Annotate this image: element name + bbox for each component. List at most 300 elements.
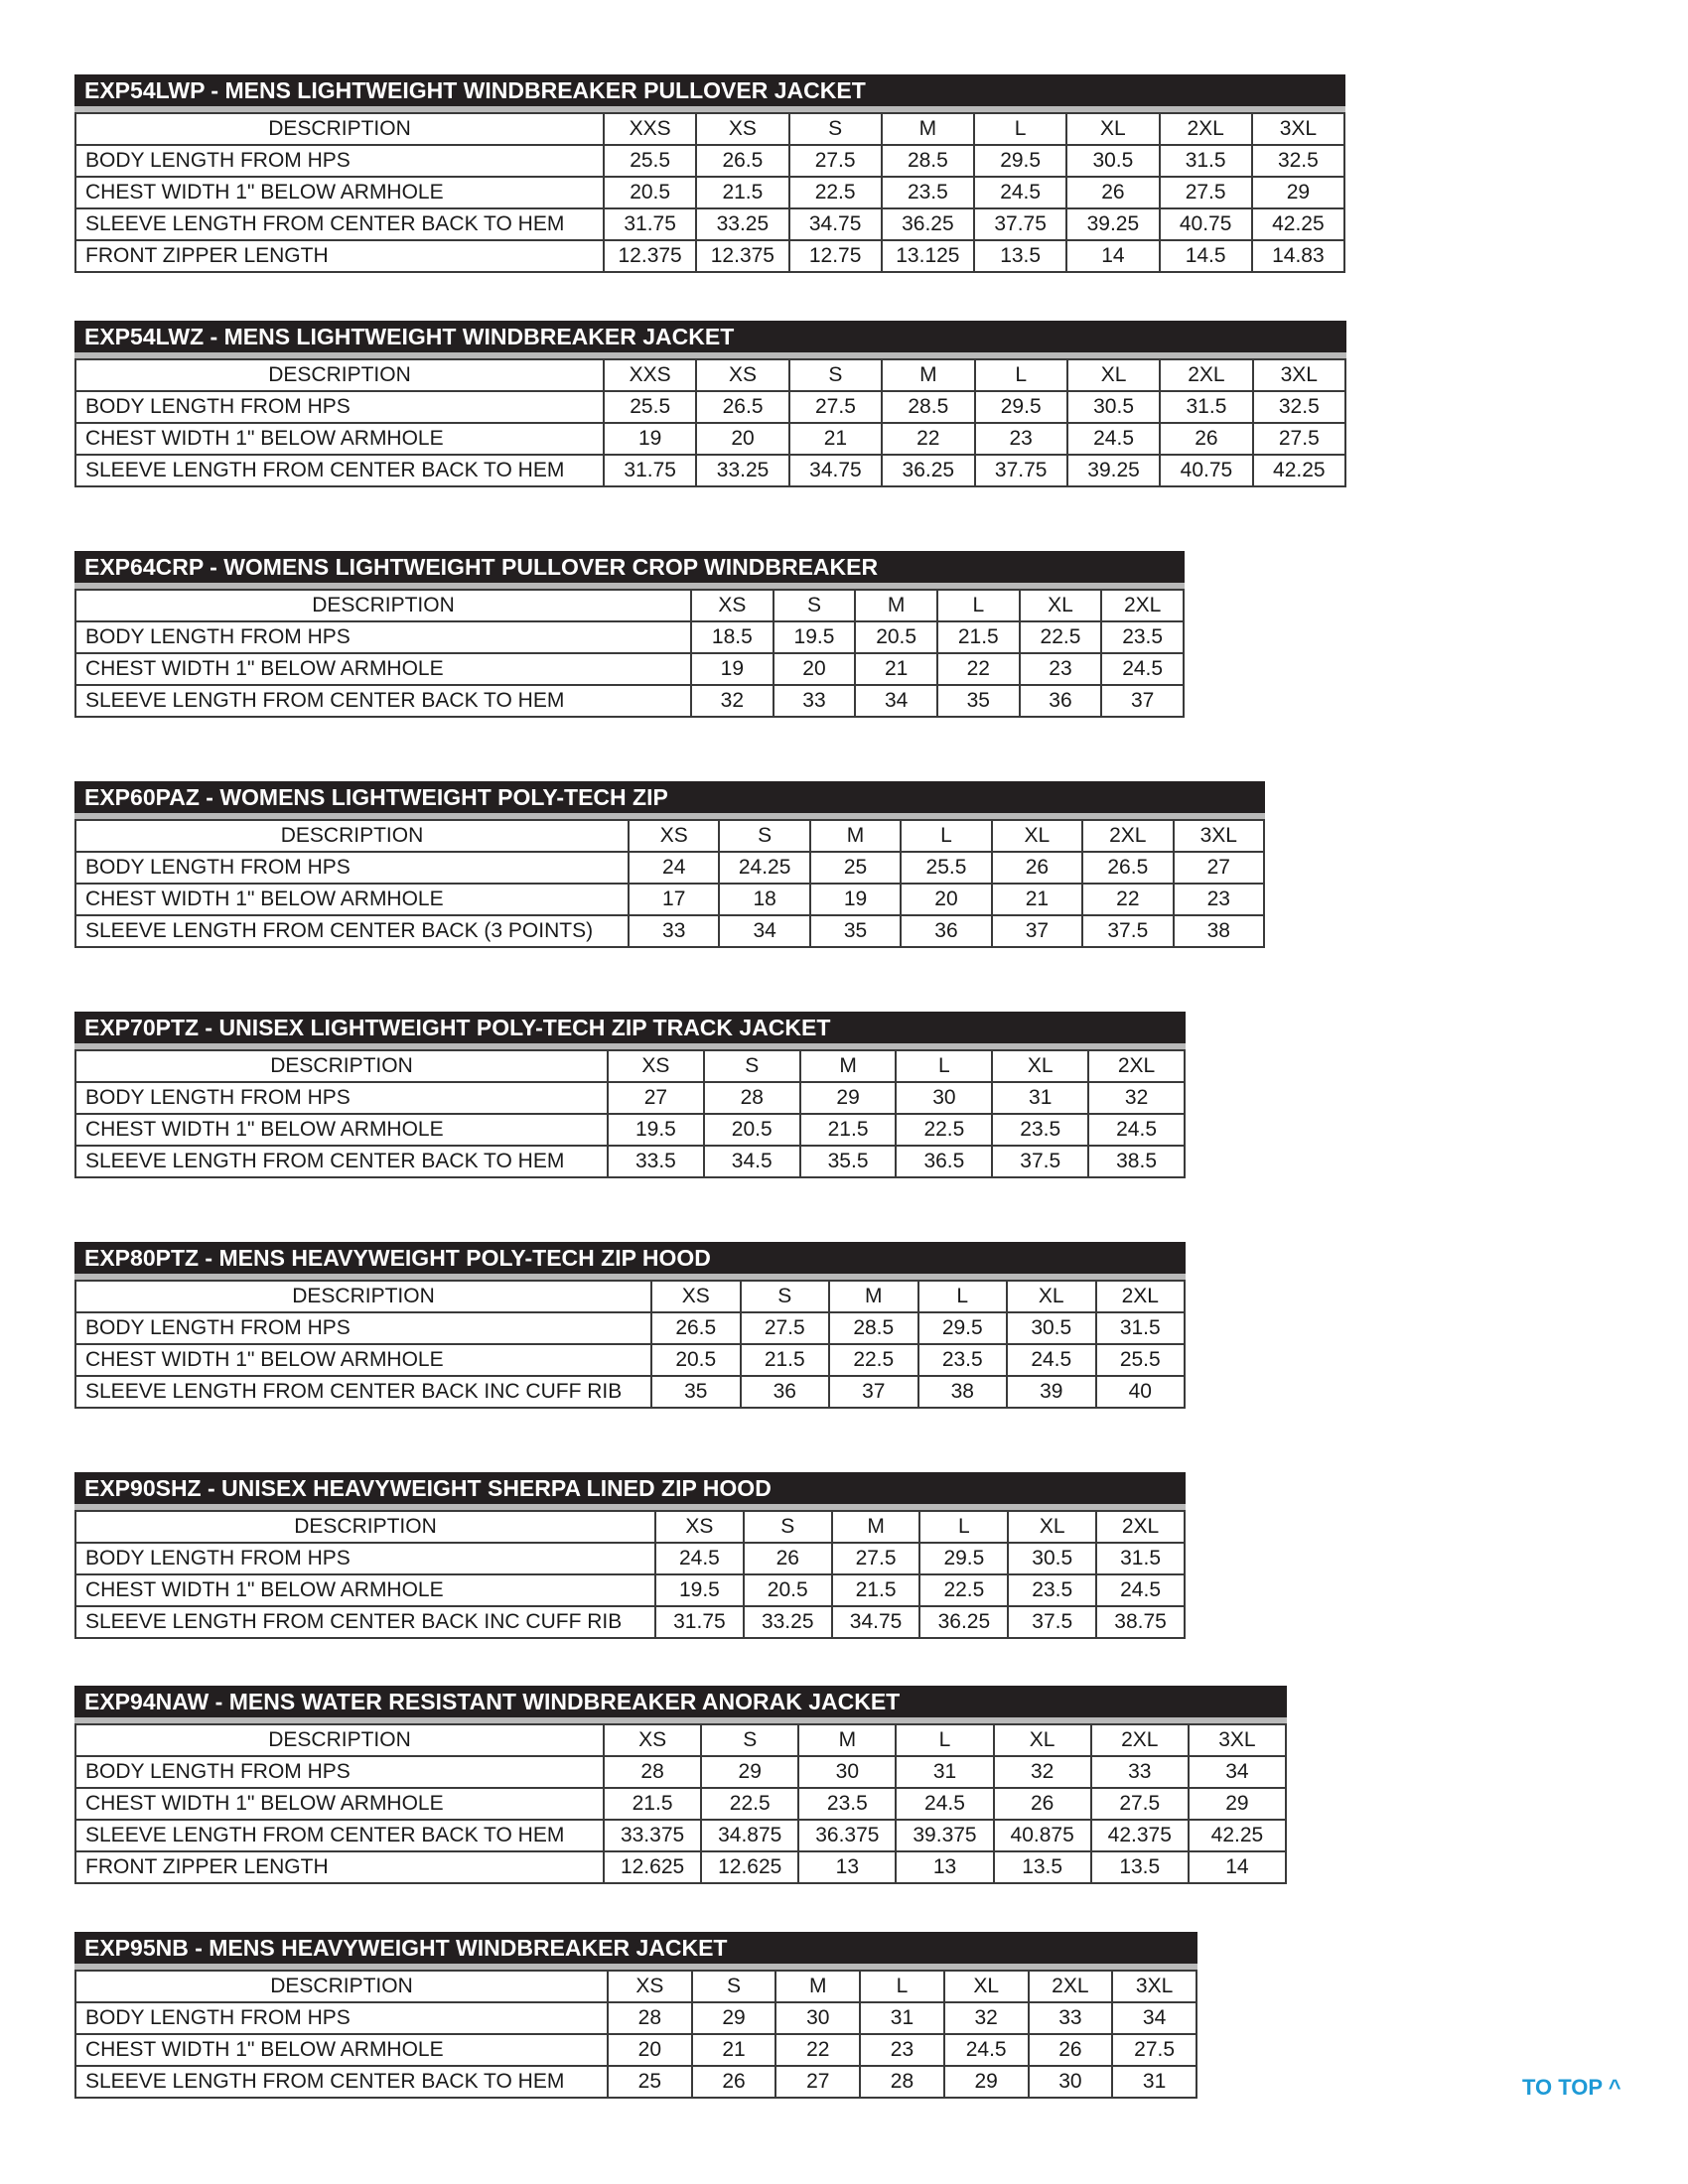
value-cell: 27.5 [789,391,882,423]
description-header: DESCRIPTION [75,1281,651,1312]
size-header-cell: XL [992,820,1082,852]
value-cell: 24.5 [896,1788,993,1820]
value-cell: 32.5 [1253,391,1345,423]
value-cell: 21 [855,653,937,685]
value-cell: 21 [789,423,882,455]
value-cell: 28 [608,2002,692,2034]
size-header-cell: XXS [604,113,696,145]
size-table-grid [74,1049,1186,1178]
value-cell: 30 [1029,2066,1113,2098]
value-cell: 25.5 [901,852,991,884]
size-header-cell: M [855,590,937,621]
value-cell: 29.5 [975,391,1067,423]
value-cell: 27 [775,2066,860,2098]
size-header-cell: XL [994,1724,1091,1756]
size-table [74,74,1345,273]
row-label: CHEST WIDTH 1" BELOW ARMHOLE [75,884,629,915]
row-label: SLEEVE LENGTH FROM CENTER BACK (3 POINTS) [75,915,629,947]
value-cell: 35 [937,685,1020,717]
value-cell: 13.5 [974,240,1066,272]
value-cell: 19 [691,653,774,685]
value-cell: 24.5 [1101,653,1184,685]
size-header-cell: S [744,1511,832,1543]
size-header-cell: M [832,1511,920,1543]
value-cell: 21.5 [832,1574,920,1606]
value-cell: 24.5 [655,1543,744,1574]
value-cell: 24.5 [1096,1574,1185,1606]
row-label: CHEST WIDTH 1" BELOW ARMHOLE [75,1114,608,1146]
value-cell: 24.5 [1007,1344,1096,1376]
size-table-grid [74,112,1345,273]
value-cell: 23 [860,2034,944,2066]
value-cell: 36 [901,915,991,947]
row-label: SLEEVE LENGTH FROM CENTER BACK TO HEM [75,1820,604,1851]
value-cell: 13.5 [994,1851,1091,1883]
value-cell: 37.5 [1082,915,1173,947]
value-cell: 22.5 [919,1574,1008,1606]
to-top-link[interactable]: TO TOP ^ [1522,2075,1621,2100]
value-cell: 22 [775,2034,860,2066]
value-cell: 27 [1174,852,1264,884]
size-table [74,781,1265,948]
size-header-cell: XXS [604,359,696,391]
value-cell: 28 [604,1756,701,1788]
value-cell: 14.5 [1160,240,1252,272]
value-cell: 24 [629,852,719,884]
value-cell: 30 [798,1756,896,1788]
value-cell: 36.25 [919,1606,1008,1638]
value-cell: 27.5 [1160,177,1252,208]
value-cell: 19 [604,423,696,455]
value-cell: 23.5 [882,177,974,208]
value-cell: 14 [1189,1851,1286,1883]
size-header-cell: 3XL [1189,1724,1286,1756]
value-cell: 20.5 [744,1574,832,1606]
size-header-cell: XS [696,113,788,145]
value-cell: 37 [1101,685,1184,717]
value-cell: 36.5 [896,1146,992,1177]
value-cell: 24.25 [719,852,809,884]
value-cell: 23 [1174,884,1264,915]
table-row [75,455,1345,486]
size-table-grid [74,589,1185,718]
value-cell: 31 [896,1756,993,1788]
size-header-cell: XL [1066,113,1159,145]
value-cell: 26 [744,1543,832,1574]
value-cell: 31.5 [1160,391,1252,423]
value-cell: 21 [692,2034,776,2066]
value-cell: 26 [1066,177,1159,208]
size-header-cell: XS [629,820,719,852]
table-row [75,1606,1185,1638]
row-label: SLEEVE LENGTH FROM CENTER BACK INC CUFF RIB [75,1606,655,1638]
value-cell: 13.5 [1091,1851,1189,1883]
size-header-cell: L [937,590,1020,621]
value-cell: 26.5 [1082,852,1173,884]
value-cell: 42.25 [1189,1820,1286,1851]
row-label: BODY LENGTH FROM HPS [75,1312,651,1344]
value-cell: 31 [860,2002,944,2034]
row-label: CHEST WIDTH 1" BELOW ARMHOLE [75,1574,655,1606]
value-cell: 27 [608,1082,704,1114]
size-table-grid [74,1970,1197,2099]
size-table-grid [74,819,1265,948]
size-header-cell: M [798,1724,896,1756]
value-cell: 37.75 [975,455,1067,486]
table-row [75,240,1344,272]
table-title: EXP54LWP - MENS LIGHTWEIGHT WINDBREAKER PULLOVER JACKET [74,74,1345,106]
table-row [75,1851,1286,1883]
table-row [75,915,1264,947]
size-header-cell: L [918,1281,1008,1312]
size-table-grid [74,1280,1186,1409]
table-row [75,391,1345,423]
value-cell: 33 [1091,1756,1189,1788]
row-label: CHEST WIDTH 1" BELOW ARMHOLE [75,177,604,208]
value-cell: 34 [1112,2002,1196,2034]
value-cell: 14.83 [1252,240,1344,272]
size-header-cell: XS [608,1971,692,2002]
header-row [75,590,1184,621]
value-cell: 29 [701,1756,798,1788]
value-cell: 22 [882,423,974,455]
value-cell: 34.875 [701,1820,798,1851]
value-cell: 36 [1020,685,1102,717]
size-header-cell: S [789,113,882,145]
value-cell: 12.375 [696,240,788,272]
value-cell: 22.5 [789,177,882,208]
value-cell: 40.875 [994,1820,1091,1851]
value-cell: 32 [691,685,774,717]
size-header-cell: M [775,1971,860,2002]
size-header-cell: S [789,359,882,391]
row-label: BODY LENGTH FROM HPS [75,391,604,423]
size-header-cell: 2XL [1160,113,1252,145]
row-label: SLEEVE LENGTH FROM CENTER BACK TO HEM [75,208,604,240]
value-cell: 34 [1189,1756,1286,1788]
value-cell: 30 [775,2002,860,2034]
row-label: SLEEVE LENGTH FROM CENTER BACK INC CUFF RIB [75,1376,651,1408]
value-cell: 19.5 [774,621,856,653]
value-cell: 20.5 [651,1344,741,1376]
row-label: BODY LENGTH FROM HPS [75,1543,655,1574]
value-cell: 32 [944,2002,1029,2034]
value-cell: 20 [696,423,788,455]
size-header-cell: S [692,1971,776,2002]
value-cell: 31.5 [1096,1312,1186,1344]
value-cell: 13 [798,1851,896,1883]
size-header-cell: M [810,820,901,852]
table-row [75,1820,1286,1851]
row-label: CHEST WIDTH 1" BELOW ARMHOLE [75,423,604,455]
value-cell: 34.5 [704,1146,800,1177]
value-cell: 26.5 [696,391,788,423]
table-row [75,2002,1196,2034]
value-cell: 32 [1088,1082,1185,1114]
value-cell: 35.5 [800,1146,897,1177]
table-row [75,1376,1185,1408]
row-label: FRONT ZIPPER LENGTH [75,240,604,272]
size-table [74,1012,1186,1178]
row-label: CHEST WIDTH 1" BELOW ARMHOLE [75,2034,608,2066]
value-cell: 18.5 [691,621,774,653]
value-cell: 25 [608,2066,692,2098]
size-table-grid [74,358,1346,487]
value-cell: 40.75 [1160,208,1252,240]
header-row [75,359,1345,391]
value-cell: 27.5 [741,1312,830,1344]
table-row [75,145,1344,177]
table-row [75,1082,1185,1114]
value-cell: 42.25 [1252,208,1344,240]
value-cell: 35 [810,915,901,947]
value-cell: 12.625 [604,1851,701,1883]
table-row [75,1344,1185,1376]
value-cell: 33.5 [608,1146,704,1177]
row-label: SLEEVE LENGTH FROM CENTER BACK TO HEM [75,685,691,717]
value-cell: 27.5 [1112,2034,1196,2066]
size-header-cell: L [919,1511,1008,1543]
size-header-cell: M [882,359,974,391]
table-row [75,2066,1196,2098]
header-row [75,1971,1196,2002]
value-cell: 31.75 [655,1606,744,1638]
value-cell: 32.5 [1252,145,1344,177]
value-cell: 33 [629,915,719,947]
table-row [75,1312,1185,1344]
value-cell: 18 [719,884,809,915]
value-cell: 28.5 [882,145,974,177]
value-cell: 26 [1160,423,1252,455]
description-header: DESCRIPTION [75,359,604,391]
size-header-cell: XS [691,590,774,621]
value-cell: 37 [992,915,1082,947]
value-cell: 38.5 [1088,1146,1185,1177]
size-header-cell: 2XL [1096,1281,1186,1312]
size-table [74,1932,1197,2099]
table-row [75,177,1344,208]
value-cell: 20 [901,884,991,915]
value-cell: 35 [651,1376,741,1408]
size-header-cell: 2XL [1101,590,1184,621]
table-title: EXP90SHZ - UNISEX HEAVYWEIGHT SHERPA LINED ZIP HOOD [74,1472,1186,1504]
table-row [75,621,1184,653]
value-cell: 39.375 [896,1820,993,1851]
value-cell: 27.5 [1253,423,1345,455]
table-row [75,2034,1196,2066]
table-row [75,1543,1185,1574]
value-cell: 23.5 [798,1788,896,1820]
value-cell: 22.5 [1020,621,1102,653]
value-cell: 29 [800,1082,897,1114]
row-label: BODY LENGTH FROM HPS [75,852,629,884]
table-row [75,1756,1286,1788]
row-label: BODY LENGTH FROM HPS [75,145,604,177]
value-cell: 33.375 [604,1820,701,1851]
size-header-cell: XL [944,1971,1029,2002]
value-cell: 33 [774,685,856,717]
value-cell: 29.5 [918,1312,1008,1344]
value-cell: 20 [608,2034,692,2066]
size-table-grid [74,1510,1186,1639]
value-cell: 32 [994,1756,1091,1788]
table-title: EXP64CRP - WOMENS LIGHTWEIGHT PULLOVER CROP WINDBREAKER [74,551,1185,583]
value-cell: 38.75 [1096,1606,1185,1638]
size-header-cell: S [741,1281,830,1312]
table-title: EXP94NAW - MENS WATER RESISTANT WINDBREAKER ANORAK JACKET [74,1686,1287,1717]
value-cell: 26 [994,1788,1091,1820]
size-header-cell: L [974,113,1066,145]
description-header: DESCRIPTION [75,1050,608,1082]
value-cell: 33.25 [696,455,788,486]
size-header-cell: 2XL [1082,820,1173,852]
value-cell: 34.75 [789,455,882,486]
size-header-cell: XL [1020,590,1102,621]
table-title: EXP70PTZ - UNISEX LIGHTWEIGHT POLY-TECH ZIP TRACK JACKET [74,1012,1186,1043]
value-cell: 34.75 [789,208,882,240]
size-table [74,1242,1186,1409]
value-cell: 20.5 [704,1114,800,1146]
value-cell: 24.5 [974,177,1066,208]
size-header-cell: 2XL [1029,1971,1113,2002]
value-cell: 29.5 [974,145,1066,177]
value-cell: 29 [1189,1788,1286,1820]
value-cell: 28 [860,2066,944,2098]
value-cell: 25.5 [604,391,696,423]
value-cell: 20.5 [604,177,696,208]
size-header-cell: L [975,359,1067,391]
size-header-cell: 2XL [1096,1511,1185,1543]
size-header-cell: 2XL [1160,359,1252,391]
size-header-cell: 3XL [1252,113,1344,145]
value-cell: 19 [810,884,901,915]
value-cell: 22.5 [829,1344,918,1376]
size-header-cell: 3XL [1174,820,1264,852]
value-cell: 30.5 [1067,391,1160,423]
table-title: EXP54LWZ - MENS LIGHTWEIGHT WINDBREAKER JACKET [74,321,1346,352]
size-header-cell: L [896,1050,992,1082]
value-cell: 21.5 [696,177,788,208]
value-cell: 31.75 [604,208,696,240]
value-cell: 19.5 [655,1574,744,1606]
size-header-cell: M [882,113,974,145]
value-cell: 31 [1112,2066,1196,2098]
value-cell: 21.5 [800,1114,897,1146]
value-cell: 29 [1252,177,1344,208]
value-cell: 39.25 [1066,208,1159,240]
value-cell: 39.25 [1067,455,1160,486]
value-cell: 12.625 [701,1851,798,1883]
value-cell: 13 [896,1851,993,1883]
size-header-cell: L [860,1971,944,2002]
value-cell: 26.5 [696,145,788,177]
size-header-cell: XS [696,359,788,391]
header-row [75,1724,1286,1756]
value-cell: 37.5 [1008,1606,1096,1638]
value-cell: 23 [1020,653,1102,685]
size-header-cell: XL [1007,1281,1096,1312]
value-cell: 40 [1096,1376,1186,1408]
value-cell: 12.75 [789,240,882,272]
size-header-cell: S [719,820,809,852]
value-cell: 33.25 [744,1606,832,1638]
value-cell: 31 [992,1082,1088,1114]
size-header-cell: M [800,1050,897,1082]
row-label: SLEEVE LENGTH FROM CENTER BACK TO HEM [75,2066,608,2098]
value-cell: 38 [1174,915,1264,947]
row-label: CHEST WIDTH 1" BELOW ARMHOLE [75,1788,604,1820]
value-cell: 36.25 [882,208,974,240]
table-row [75,884,1264,915]
size-header-cell: L [896,1724,993,1756]
size-header-cell: XL [1067,359,1160,391]
size-header-cell: S [774,590,856,621]
description-header: DESCRIPTION [75,1511,655,1543]
value-cell: 37 [829,1376,918,1408]
header-row [75,1281,1185,1312]
row-label: CHEST WIDTH 1" BELOW ARMHOLE [75,1344,651,1376]
value-cell: 36.375 [798,1820,896,1851]
row-label: CHEST WIDTH 1" BELOW ARMHOLE [75,653,691,685]
description-header: DESCRIPTION [75,113,604,145]
value-cell: 26 [692,2066,776,2098]
value-cell: 36.25 [882,455,974,486]
value-cell: 28 [704,1082,800,1114]
value-cell: 22.5 [896,1114,992,1146]
value-cell: 23 [975,423,1067,455]
size-table [74,1472,1186,1639]
value-cell: 38 [918,1376,1008,1408]
value-cell: 30.5 [1008,1543,1096,1574]
header-row [75,1511,1185,1543]
table-row [75,653,1184,685]
value-cell: 22.5 [701,1788,798,1820]
value-cell: 20 [774,653,856,685]
size-header-cell: S [704,1050,800,1082]
value-cell: 12.375 [604,240,696,272]
value-cell: 36 [741,1376,830,1408]
size-header-cell: 3XL [1112,1971,1196,2002]
value-cell: 21 [992,884,1082,915]
value-cell: 34 [719,915,809,947]
row-label: BODY LENGTH FROM HPS [75,621,691,653]
value-cell: 29 [692,2002,776,2034]
size-header-cell: S [701,1724,798,1756]
value-cell: 24.5 [944,2034,1029,2066]
value-cell: 34.75 [832,1606,920,1638]
value-cell: 21.5 [937,621,1020,653]
size-header-cell: 2XL [1091,1724,1189,1756]
value-cell: 39 [1007,1376,1096,1408]
value-cell: 27.5 [789,145,882,177]
size-header-cell: XS [651,1281,741,1312]
description-header: DESCRIPTION [75,590,691,621]
value-cell: 42.25 [1253,455,1345,486]
row-label: BODY LENGTH FROM HPS [75,1082,608,1114]
value-cell: 23.5 [918,1344,1008,1376]
table-row [75,423,1345,455]
value-cell: 27.5 [832,1543,920,1574]
size-header-cell: L [901,820,991,852]
header-row [75,1050,1185,1082]
value-cell: 26 [1029,2034,1113,2066]
size-header-cell: XS [655,1511,744,1543]
value-cell: 29.5 [919,1543,1008,1574]
value-cell: 37.5 [992,1146,1088,1177]
value-cell: 28.5 [882,391,974,423]
value-cell: 33 [1029,2002,1113,2034]
value-cell: 31.5 [1096,1543,1185,1574]
